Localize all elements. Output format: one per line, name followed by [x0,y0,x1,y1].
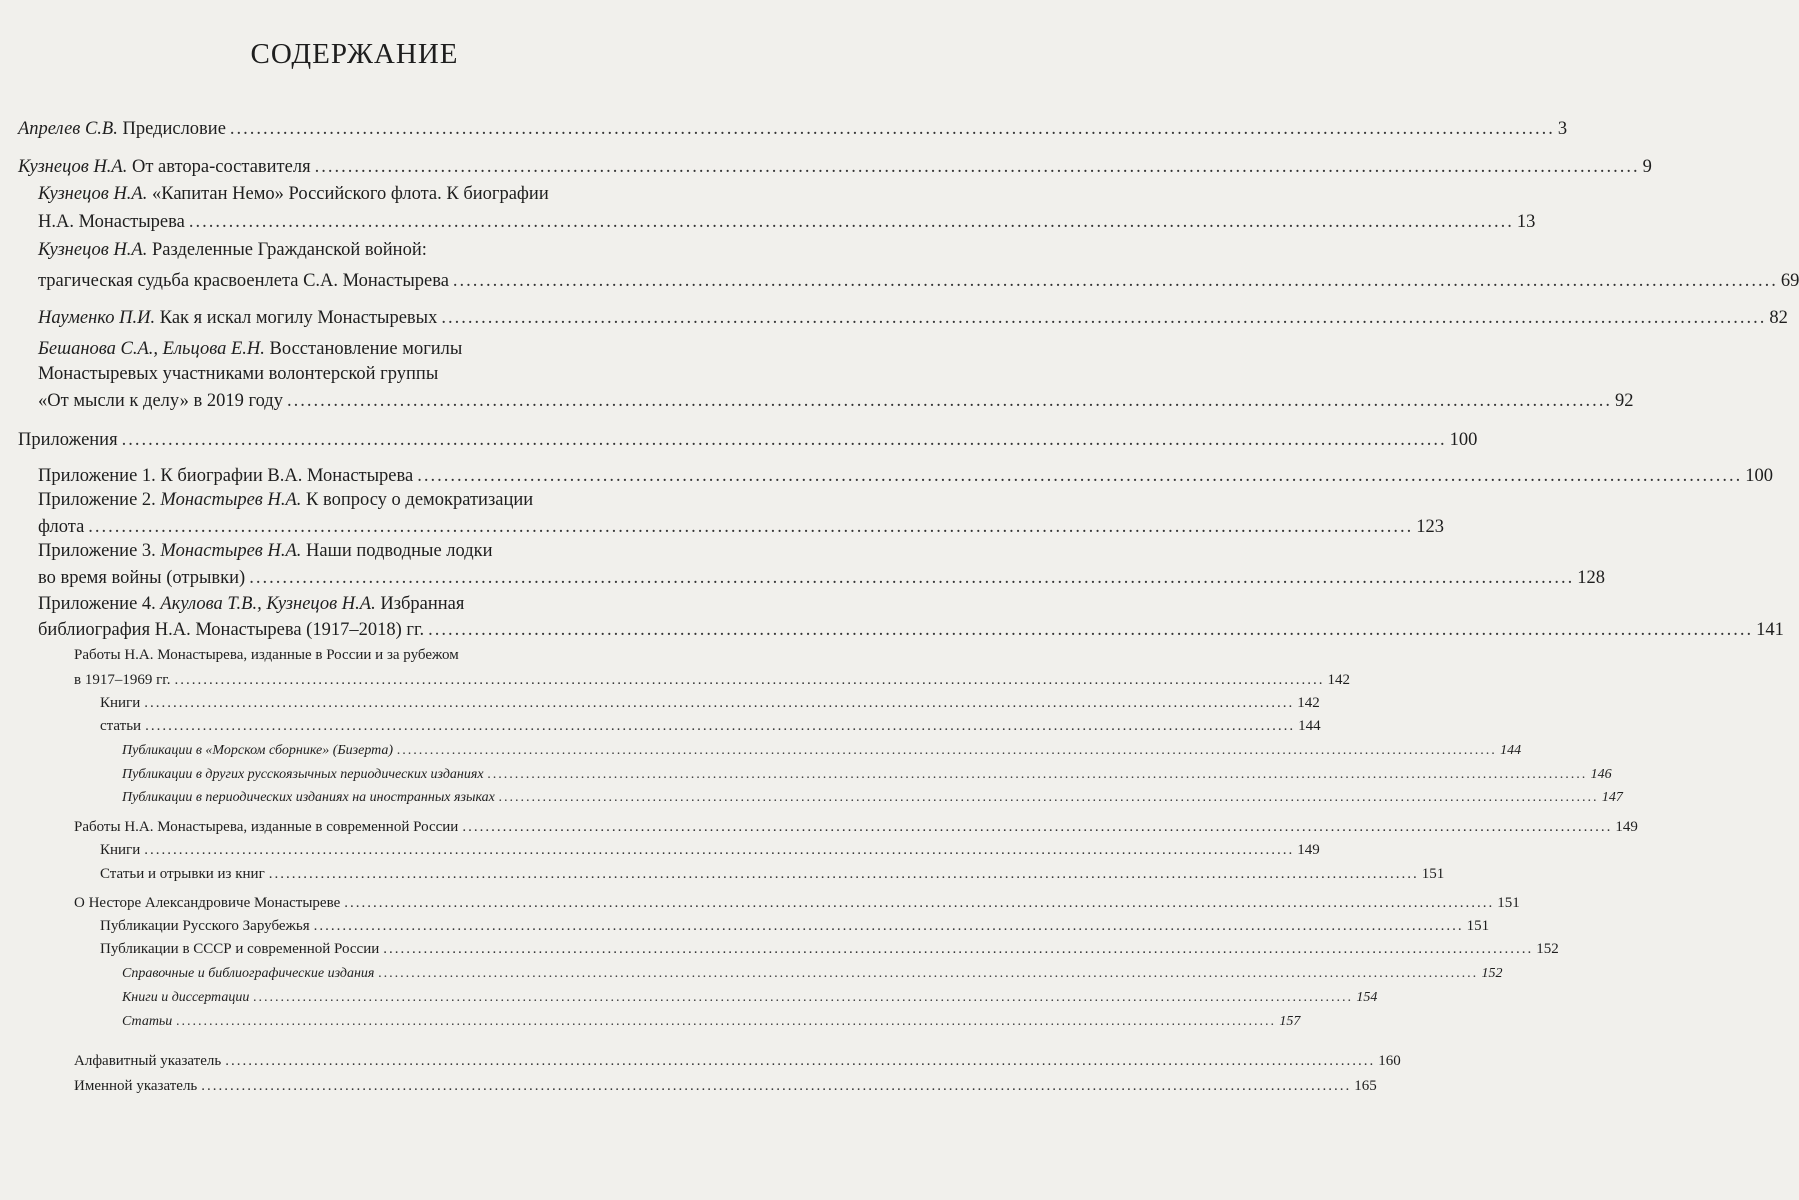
toc-entry-name-index[interactable]: Именной указатель ........................................................................................................................................................................................................ 165 [74,1078,1377,1094]
toc-leader: ........................................................................................................................................................................................................ [253,990,1354,1005]
toc-entry-articles-2[interactable]: Статьи ........................................................................................................................................................................................................ 157 [122,1014,1301,1029]
toc-entry-restoration-line1: Бешанова С.А., Ельцова Е.Н. Восстановление могилы [38,339,463,359]
toc-leader: ........................................................................................................................................................................................................ [487,767,1588,782]
toc-leader: ........................................................................................................................................................................................................ [249,568,1575,588]
toc-leader: ........................................................................................................................................................................................................ [144,695,1295,711]
toc-leader: ........................................................................................................................................................................................................ [145,718,1296,734]
toc-entry-books-1[interactable]: Книги ........................................................................................................................................................................................................ 142 [100,695,1320,711]
toc-leader: ........................................................................................................................................................................................................ [225,1053,1376,1069]
toc-leader: ........................................................................................................................................................................................................ [498,790,1599,805]
toc-leader: ........................................................................................................................................................................................................ [397,743,1498,758]
toc-entry-captain-nemo-line1: Кузнецов Н.А. «Капитан Немо» Российского флота. К биографии [38,184,549,204]
toc-title: СОДЕРЖАНИЕ [250,38,459,70]
toc-author: Апрелев С.В. [18,119,118,139]
toc-leader: ........................................................................................................................................................................................................ [121,430,1447,450]
toc-leader: ........................................................................................................................................................................................................ [188,212,1514,232]
toc-leader: ........................................................................................................................................................................................................ [176,1014,1277,1029]
toc-leader: ........................................................................................................................................................................................................ [314,157,1640,177]
toc-leader: ........................................................................................................................................................................................................ [229,119,1555,139]
toc-entry-works-modern-russia[interactable]: Работы Н.А. Монастырева, изданные в современной России ........................................................................................................................................................................................................ 149 [74,819,1638,835]
toc-entry-preface[interactable] [18,98,1568,140]
toc-entry-emigre-publications[interactable]: Публикации Русского Зарубежья ........................................................................................................................................................................................................ 151 [100,918,1490,934]
toc-entry-title: Предисловие [117,119,226,139]
toc-entry-about-nestor[interactable]: О Несторе Александровиче Монастыреве ........................................................................................................................................................................................................ 151 [74,895,1520,911]
toc-entry-restoration-line2: Монастыревых участниками волонтерской группы [38,364,439,384]
toc-entry-appendix-4[interactable]: библиография Н.А. Монастырева (1917–2018) гг. ........................................................................................................................................................................................................ 141 [38,620,1784,640]
toc-entry-books-dissertations[interactable]: Книги и диссертации ........................................................................................................................................................................................................ 154 [122,990,1378,1005]
toc-entry-appendix-4-line1: Приложение 4. Акулова Т.В., Кузнецов Н.А. Избранная [38,594,465,614]
toc-leader: ........................................................................................................................................................................................................ [428,620,1754,640]
toc-entry-reference-editions[interactable]: Справочные и библиографические издания ........................................................................................................................................................................................................ 152 [122,966,1503,981]
toc-leader: ........................................................................................................................................................................................................ [462,819,1613,835]
toc-leader: ........................................................................................................................................................................................................ [417,466,1743,486]
toc-entry-restoration[interactable]: «От мысли к делу» в 2019 году ........................................................................................................................................................................................................ 92 [38,391,1634,411]
toc-entry-appendices[interactable]: Приложения ........................................................................................................................................................................................................ 100 [18,430,1478,450]
toc-entry-from-author[interactable]: Кузнецов Н.А. От автора-составителя ........................................................................................................................................................................................................ 9 [18,157,1652,177]
toc-leader: ........................................................................................................................................................................................................ [383,941,1534,957]
toc-entry-appendix-3-line1: Приложение 3. Монастырев Н.А. Наши подводные лодки [38,541,493,561]
toc-entry-grave-search[interactable]: Науменко П.И. Как я искал могилу Монастыревых ........................................................................................................................................................................................................ 82 [38,308,1788,328]
toc-entry-articles-1[interactable]: статьи ........................................................................................................................................................................................................ 144 [100,718,1321,734]
toc-entry-appendix-2-line1: Приложение 2. Монастырев Н.А. К вопросу о демократизации [38,490,534,510]
toc-entry-captain-nemo[interactable]: Н.А. Монастырева ........................................................................................................................................................................................................ 13 [38,212,1536,232]
toc-leader: ........................................................................................................................................................................................................ [344,895,1495,911]
toc-entry-divided-line1: Кузнецов Н.А. Разделенные Гражданской войной: [38,240,427,260]
toc-entry-divided[interactable]: трагическая судьба красвоенлета С.А. Монастырева ........................................................................................................................................................................................................ 69 [38,271,1799,291]
toc-entry-articles-excerpts[interactable]: Статьи и отрывки из книг ........................................................................................................................................................................................................ 151 [100,866,1445,882]
toc-entry-morskoy-sbornik[interactable]: Публикации в «Морском сборнике» (Бизерта) ........................................................................................................................................................................................................ 144 [122,743,1522,758]
toc-entry-works-1917-line1: Работы Н.А. Монастырева, изданные в России и за рубежом [74,647,459,663]
toc-leader: ........................................................................................................................................................................................................ [268,866,1419,882]
toc-entry-foreign-periodicals[interactable]: Публикации в периодических изданиях на иностранных языках ........................................................................................................................................................................................................ 147 [122,790,1623,805]
toc-entry-ussr-publications[interactable]: Публикации в СССР и современной России ........................................................................................................................................................................................................ 152 [100,941,1559,957]
toc-entry-works-1917[interactable]: в 1917–1969 гг. ........................................................................................................................................................................................................ 142 [74,672,1350,688]
toc-entry-books-2[interactable]: Книги ........................................................................................................................................................................................................ 149 [100,842,1320,858]
toc-page-number: 3 [1557,119,1568,139]
toc-entry-appendix-3[interactable]: во время войны (отрывки) ........................................................................................................................................................................................................ 128 [38,568,1605,588]
toc-leader: ........................................................................................................................................................................................................ [452,271,1778,291]
toc-leader: ........................................................................................................................................................................................................ [201,1078,1352,1094]
toc-leader: ........................................................................................................................................................................................................ [88,517,1414,537]
toc-leader: ........................................................................................................................................................................................................ [378,966,1479,981]
toc-entry-alphabetical-index[interactable]: Алфавитный указатель ........................................................................................................................................................................................................ 160 [74,1053,1401,1069]
toc-leader: ........................................................................................................................................................................................................ [174,672,1325,688]
toc-leader: ........................................................................................................................................................................................................ [286,391,1612,411]
toc-leader: ........................................................................................................................................................................................................ [313,918,1464,934]
toc-entry-appendix-1[interactable]: Приложение 1. К биографии В.А. Монастырева ........................................................................................................................................................................................................ 100 [38,466,1773,486]
toc-leader: ........................................................................................................................................................................................................ [441,308,1767,328]
toc-entry-appendix-2[interactable]: флота ........................................................................................................................................................................................................ 123 [38,517,1445,537]
toc-leader: ........................................................................................................................................................................................................ [144,842,1295,858]
toc-entry-russian-periodicals[interactable]: Публикации в других русскоязычных периодических изданиях ........................................................................................................................................................................................................ 146 [122,767,1612,782]
